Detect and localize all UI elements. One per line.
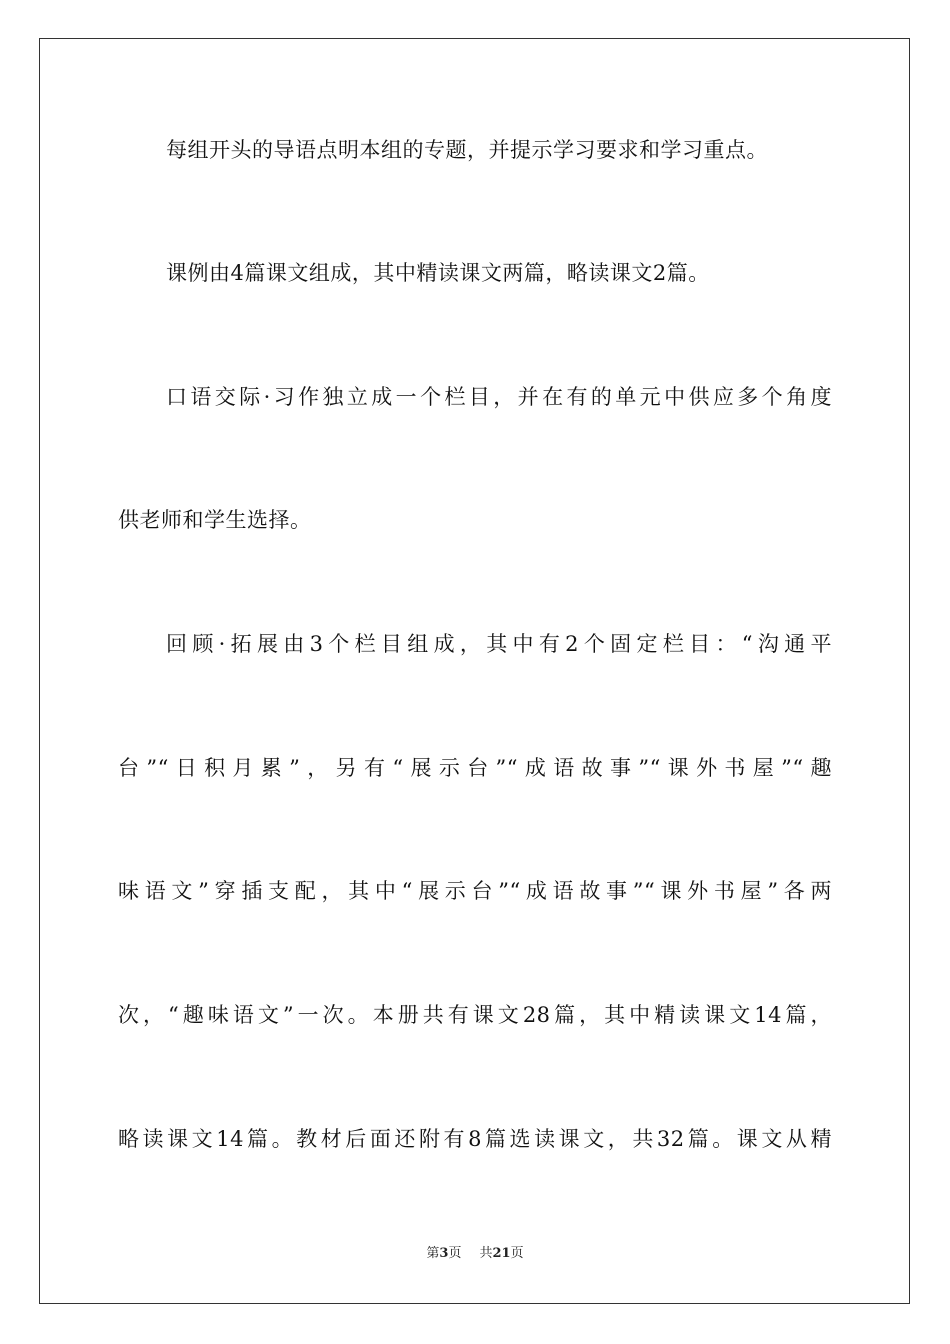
page-current: 3: [439, 1246, 449, 1261]
paragraph-line-6: 台”“日积月累”，另有“展示台”“成语故事”“课外书屋”“趣: [118, 756, 832, 780]
page-prefix: 第: [426, 1246, 440, 1261]
paragraph-line-3: 口语交际·习作独立成一个栏目，并在有的单元中供应多个角度: [166, 385, 832, 409]
total-suffix: 页: [510, 1246, 524, 1261]
paragraph-line-1: 每组开头的导语点明本组的专题，并提示学习要求和学习重点。: [166, 138, 768, 162]
paragraph-line-5: 回顾·拓展由3个栏目组成，其中有2个固定栏目：“沟通平: [166, 632, 832, 656]
paragraph-line-7: 味语文”穿插支配，其中“展示台”“成语故事”“课外书屋”各两: [118, 879, 832, 903]
page-footer: [0, 1244, 950, 1264]
paragraph-line-2: 课例由4篇课文组成，其中精读课文两篇，略读课文2篇。: [166, 261, 710, 285]
page-suffix: 页: [448, 1246, 462, 1261]
page-border: [39, 38, 910, 1304]
page-total: 21: [492, 1246, 511, 1261]
paragraph-line-8: 次，“趣味语文”一次。本册共有课文28篇，其中精读课文14篇，: [118, 1003, 832, 1027]
paragraph-line-4: 供老师和学生选择。: [118, 508, 312, 532]
paragraph-line-9: 略读课文14篇。教材后面还附有8篇选读课文，共32篇。课文从精: [118, 1127, 832, 1151]
total-prefix: 共: [479, 1246, 493, 1261]
